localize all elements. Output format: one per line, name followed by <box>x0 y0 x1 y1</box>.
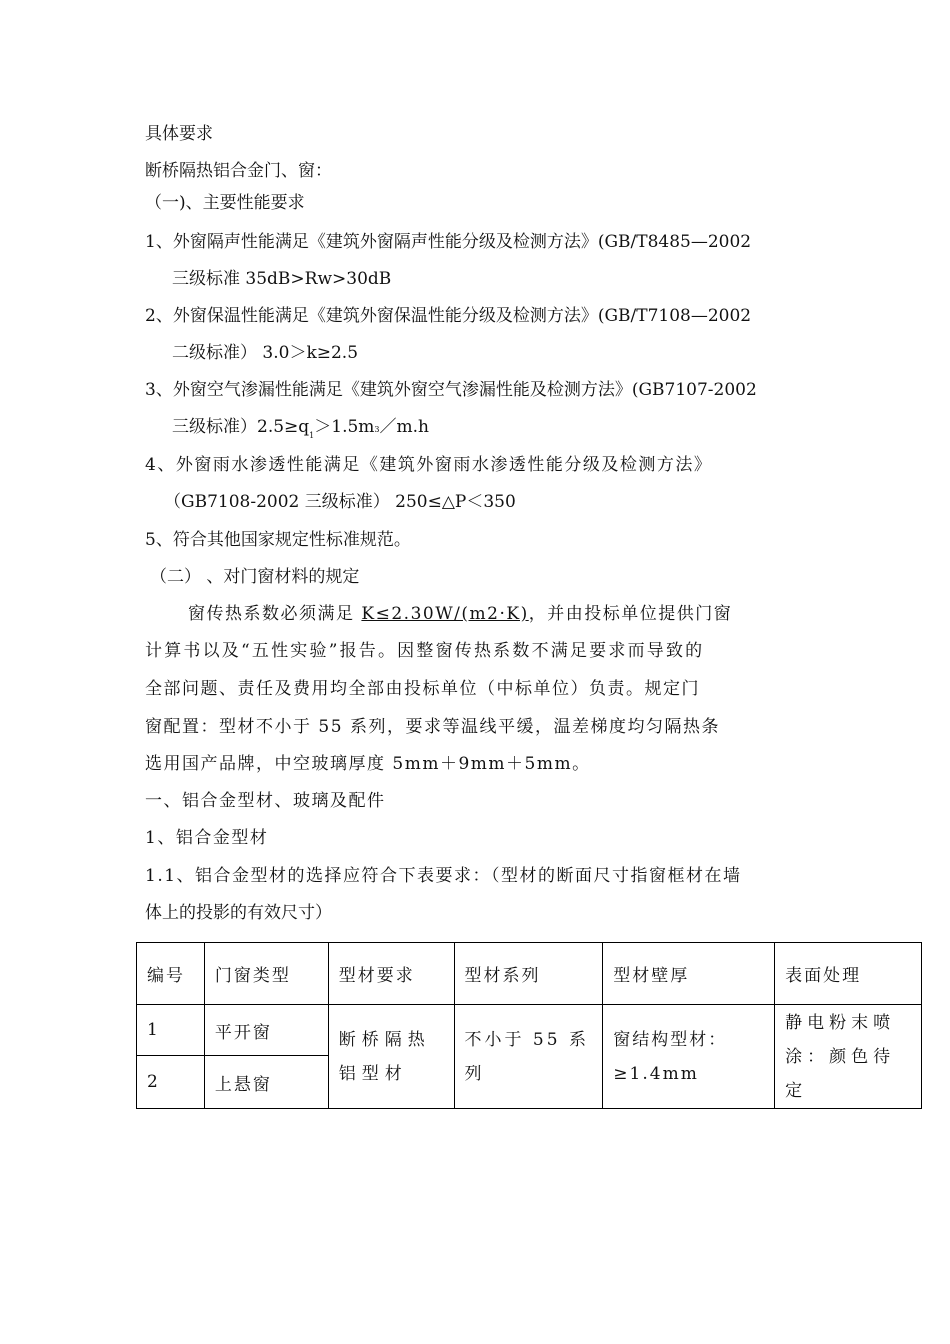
header-series: 型材系列 <box>454 943 603 1005</box>
row-type: 平开窗 <box>204 1005 328 1056</box>
req-3-text-b: ＞1.5m <box>314 417 375 437</box>
part1-note-line2: 体上的投影的有效尺寸） <box>145 903 332 923</box>
req-1-line1: 1、外窗隔声性能满足《建筑外窗隔声性能分级及检测方法》(GB/T8485—2002 <box>145 232 752 252</box>
header-no: 编号 <box>137 943 205 1005</box>
part1-note-line1: 1.1、铝合金型材的选择应符合下表要求：（型材的断面尺寸指窗框材在墙 <box>145 866 742 886</box>
section2-title: （二） 、对门窗材料的规定 <box>150 567 360 587</box>
table-row <box>137 1005 922 1056</box>
cell-thickness: 窗结构型材：≥1.4mm <box>603 1005 775 1109</box>
req-3-text-a: 三级标准）2.5≥q <box>172 417 310 437</box>
part1-title: 一、铝合金型材、玻璃及配件 <box>145 791 386 811</box>
req-3-line2 <box>172 416 429 441</box>
cell-surface: 静电粉末喷涂：颜色待定 <box>775 1005 922 1109</box>
header-profile-req: 型材要求 <box>328 943 454 1005</box>
req-2-line1: 2、外窗保温性能满足《建筑外窗保温性能分级及检测方法》(GB/T7108—2002 <box>145 306 752 326</box>
header-surface: 表面处理 <box>775 943 922 1005</box>
req-4-line2: （GB7108-2002 三级标准） 250≤△P＜350 <box>164 492 516 512</box>
req-2-line2: 二级标准） 3.0＞k≥2.5 <box>172 343 359 363</box>
para-line-1-b: ，并由投标单位提供门窗 <box>528 604 733 624</box>
para-line-4: 窗配置：型材不小于 55 系列，要求等温线平缓，温差梯度均匀隔热条 <box>145 717 720 737</box>
profile-spec-table <box>136 942 922 1109</box>
req-1-line2: 三级标准 35dB>Rw>30dB <box>172 269 392 289</box>
req-3-line1: 3、外窗空气渗漏性能满足《建筑外窗空气渗漏性能及检测方法》(GB7107-2002 <box>145 380 757 400</box>
para-line-1 <box>188 603 732 625</box>
u-value-formula: K≤2.30W/(m2·K) <box>361 604 529 624</box>
section1-title: （一)、主要性能要求 <box>145 193 305 213</box>
table-header-row <box>137 943 922 1005</box>
row-type: 上悬窗 <box>204 1056 328 1109</box>
para-line-1-a: 窗传热系数必须满足 <box>188 604 362 624</box>
cell-series: 不小于 55 系列 <box>454 1005 603 1109</box>
req-4-line1: 4、外窗雨水渗透性能满足《建筑外窗雨水渗透性能分级及检测方法》 <box>145 455 713 475</box>
req-5: 5、符合其他国家规定性标准规范。 <box>145 530 411 550</box>
part1-sub: 1、铝合金型材 <box>145 828 269 848</box>
req-3-superscript: 3 <box>374 425 380 434</box>
subheading: 断桥隔热铝合金门、窗： <box>145 161 332 181</box>
header-type: 门窗类型 <box>204 943 328 1005</box>
row-no: 2 <box>137 1056 205 1109</box>
heading: 具体要求 <box>145 124 213 144</box>
req-3-subscript: 1 <box>309 431 315 440</box>
req-3-text-c: ／m.h <box>379 417 429 437</box>
para-line-2: 计算书以及“五性实验”报告。因整窗传热系数不满足要求而导致的 <box>145 641 705 661</box>
cell-profile-req: 断桥隔热铝型材 <box>328 1005 454 1109</box>
row-no: 1 <box>137 1005 205 1056</box>
para-line-3: 全部问题、责任及费用均全部由投标单位（中标单位）负责。规定门 <box>145 679 700 699</box>
header-thickness: 型材壁厚 <box>603 943 775 1005</box>
para-line-5: 选用国产品牌，中空玻璃厚度 5mm＋9mm＋5mm。 <box>145 754 591 774</box>
